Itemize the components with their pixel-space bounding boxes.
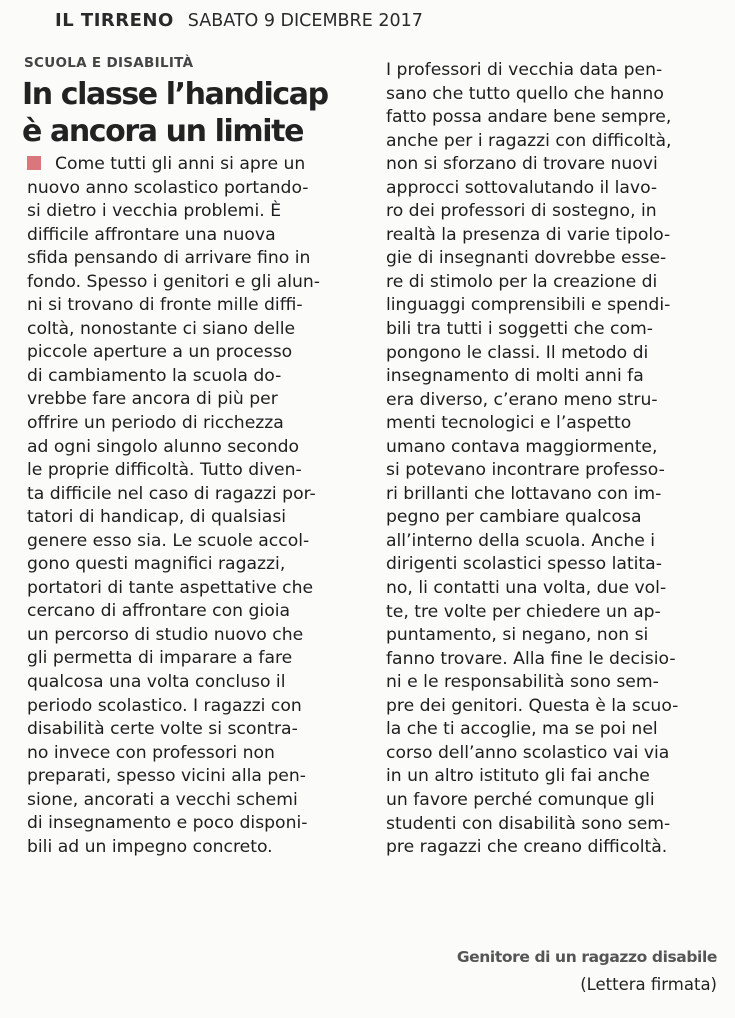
text-line: anche per i ragazzi con difficoltà, bbox=[386, 130, 672, 151]
text-line: non si sforzano di trovare nuovi bbox=[386, 154, 658, 175]
text-line: in un altro istituto gli fai anche bbox=[386, 766, 650, 787]
text-line: bili ad un impegno concreto. bbox=[27, 836, 273, 857]
text-line: piccole aperture a un processo bbox=[27, 342, 293, 363]
text-line: sano che tutto quello che hanno bbox=[386, 83, 664, 104]
text-line: sfida pensando di arrivare fino in bbox=[27, 248, 311, 269]
text-line: si dietro i vecchia problemi. È bbox=[27, 201, 282, 222]
text-line: gli permetta di imparare a fare bbox=[27, 648, 293, 669]
text-line: offrire un periodo di ricchezza bbox=[27, 413, 284, 434]
text-line: no invece con professori non bbox=[27, 742, 275, 763]
text-line: portatori di tante aspettative che bbox=[27, 577, 314, 598]
text-line: gono questi magnifici ragazzi, bbox=[27, 554, 286, 575]
headline-line: è ancora un limite bbox=[22, 114, 304, 149]
text-line: qualcosa una volta concluso il bbox=[27, 672, 286, 693]
text-line: corso dell’anno scolastico vai via bbox=[386, 742, 670, 763]
text-line: I professori di vecchia data pen- bbox=[386, 60, 663, 80]
text-line: re di stimolo per la creazione di bbox=[386, 271, 658, 292]
text-line: dirigenti scolastici spesso latita- bbox=[386, 554, 662, 575]
text-line: coltà, nonostante ci siano delle bbox=[27, 318, 296, 339]
text-line: cercano di affrontare con gioia bbox=[27, 601, 291, 622]
text-line: menti tecnologici e l’aspetto bbox=[386, 413, 632, 434]
article-signature: Genitore di un ragazzo disabile bbox=[456, 948, 717, 966]
text-line: ro dei professori di sostegno, in bbox=[386, 201, 657, 222]
text-line: puntamento, si negano, non si bbox=[386, 625, 649, 646]
text-line: di insegnamento e poco disponi- bbox=[27, 813, 308, 834]
text-line: all’interno della scuola. Anche i bbox=[386, 530, 656, 551]
text-line: studenti con disabilità sono sem- bbox=[386, 813, 671, 834]
text-line: ri brillanti che lottavano con im- bbox=[386, 483, 662, 504]
text-line: gie di insegnanti dovrebbe esse- bbox=[386, 248, 667, 269]
article-body-left-column bbox=[27, 153, 320, 859]
signature-note: (Lettera firmata) bbox=[580, 975, 717, 994]
newspaper-name: IL TIRRENO bbox=[55, 10, 174, 31]
text-line: fatto possa andare bene sempre, bbox=[386, 107, 672, 128]
text-line: la che ti accoglie, ma se poi nel bbox=[386, 719, 658, 740]
text-line: no, li contatti una volta, due vol- bbox=[386, 578, 667, 599]
section-kicker: SCUOLA E DISABILITÀ bbox=[24, 55, 194, 71]
text-line: umano contava maggiormente, bbox=[386, 436, 658, 457]
text-line: difficile affrontare una nuova bbox=[27, 224, 276, 245]
text-line: ta difficile nel caso di ragazzi por- bbox=[27, 483, 316, 504]
column-divider bbox=[372, 60, 373, 940]
text-line: genere esso sia. Le scuole accol- bbox=[27, 530, 310, 551]
text-line: approcci sottovalutando il lavo- bbox=[386, 177, 658, 198]
text-line: preparati, spesso vicini alla pen- bbox=[27, 766, 306, 787]
article-headline bbox=[22, 76, 362, 150]
text-line: tatori di handicap, di qualsiasi bbox=[27, 507, 287, 528]
text-line: pre ragazzi che creano difficoltà. bbox=[386, 837, 668, 858]
text-line: disabilità certe volte si scontra- bbox=[27, 719, 298, 740]
text-line: periodo scolastico. I ragazzi con bbox=[27, 695, 302, 716]
text-line: era diverso, c’erano meno stru- bbox=[386, 389, 658, 410]
text-line-content: Come tutti gli anni si apre un bbox=[55, 154, 306, 174]
text-line: insegnamento di molti anni fa bbox=[386, 366, 644, 387]
text-line: bili tra tutti i soggetti che com- bbox=[386, 319, 653, 340]
text-line: te, tre volte per chiedere un ap- bbox=[386, 601, 661, 622]
text-line: ni si trovano di fronte mille diffi- bbox=[27, 295, 303, 316]
text-line: di cambiamento la scuola do- bbox=[27, 365, 282, 386]
text-line: pre dei genitori. Questa è la scuo- bbox=[386, 695, 679, 716]
text-line: si potevano incontrare professo- bbox=[386, 460, 665, 481]
text-line: pongono le classi. Il metodo di bbox=[386, 342, 649, 363]
text-line: linguaggi comprensibili e spendi- bbox=[386, 295, 671, 316]
headline-line: In classe l’handicap bbox=[22, 77, 328, 112]
text-line: realtà la presenza di varie tipolo- bbox=[386, 224, 671, 245]
text-line bbox=[27, 153, 320, 177]
text-line: nuovo anno scolastico portando- bbox=[27, 177, 309, 198]
publication-date: SABATO 9 DICEMBRE 2017 bbox=[187, 11, 423, 31]
text-line: pegno per cambiare qualcosa bbox=[386, 507, 642, 528]
text-line: un percorso di studio nuovo che bbox=[27, 624, 304, 645]
text-line: fondo. Spesso i genitori e gli alun- bbox=[27, 271, 321, 292]
text-line: ad ogni singolo alunno secondo bbox=[27, 436, 300, 457]
text-line: sione, ancorati a vecchi schemi bbox=[27, 789, 298, 810]
text-line: fanno trovare. Alla fine le decisio- bbox=[386, 648, 676, 669]
text-line: vrebbe fare ancora di più per bbox=[27, 389, 278, 410]
masthead bbox=[55, 10, 423, 31]
text-line: un favore perché comunque gli bbox=[386, 789, 655, 810]
square-bullet-icon bbox=[27, 156, 41, 170]
article-body-right-column bbox=[386, 59, 678, 860]
text-line: ni e le responsabilità sono sem- bbox=[386, 672, 659, 693]
text-line: le proprie difficoltà. Tutto diven- bbox=[27, 460, 302, 481]
